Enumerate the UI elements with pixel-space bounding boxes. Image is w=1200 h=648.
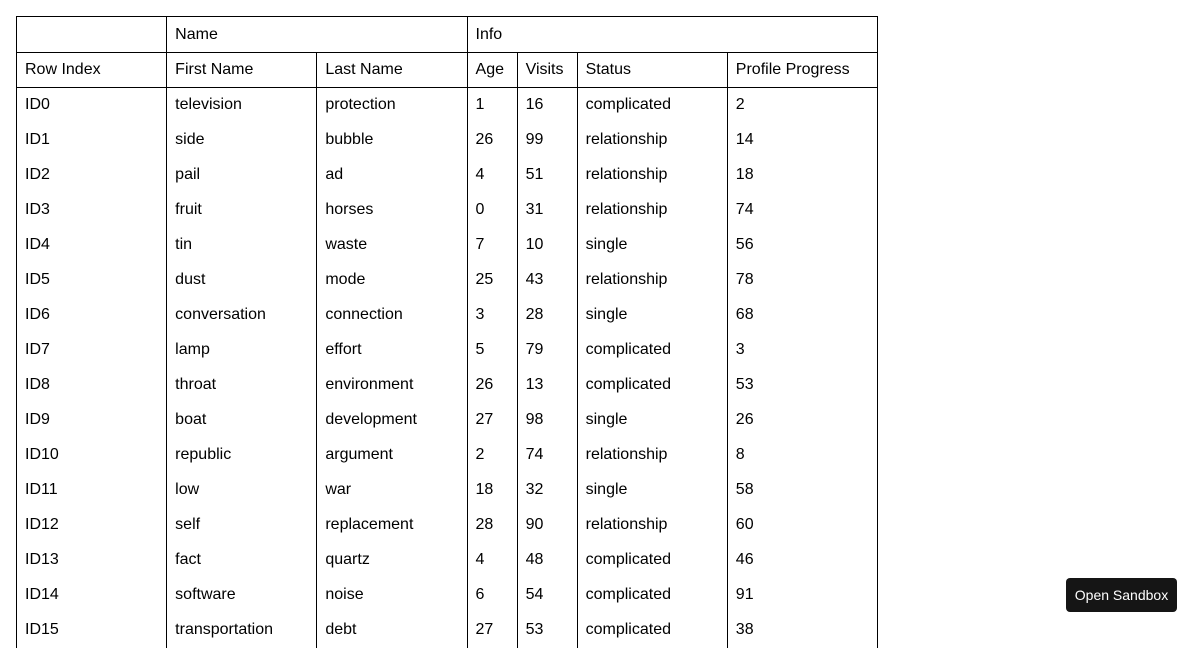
cell-last-name: mode: [317, 263, 467, 298]
cell-profile-progress: 91: [727, 578, 877, 613]
table-row: [17, 473, 878, 508]
cell-row-index: ID11: [17, 473, 167, 508]
table-row: [17, 298, 878, 333]
cell-status: complicated: [577, 613, 727, 648]
table-row: [17, 333, 878, 368]
cell-last-name: bubble: [317, 123, 467, 158]
cell-status: single: [577, 298, 727, 333]
cell-visits: 98: [517, 403, 577, 438]
cell-row-index: ID8: [17, 368, 167, 403]
cell-profile-progress: 46: [727, 543, 877, 578]
cell-row-index: ID15: [17, 613, 167, 648]
cell-first-name: boat: [167, 403, 317, 438]
table-row: [17, 263, 878, 298]
column-header-row: [17, 53, 878, 88]
cell-row-index: ID6: [17, 298, 167, 333]
cell-profile-progress: 2: [727, 88, 877, 123]
cell-last-name: ad: [317, 158, 467, 193]
cell-last-name: protection: [317, 88, 467, 123]
cell-visits: 48: [517, 543, 577, 578]
cell-first-name: software: [167, 578, 317, 613]
cell-age: 2: [467, 438, 517, 473]
cell-first-name: low: [167, 473, 317, 508]
cell-last-name: war: [317, 473, 467, 508]
table-row: [17, 158, 878, 193]
cell-status: complicated: [577, 368, 727, 403]
cell-visits: 13: [517, 368, 577, 403]
group-header-info: Info: [467, 17, 877, 53]
cell-row-index: ID5: [17, 263, 167, 298]
cell-row-index: ID0: [17, 88, 167, 123]
cell-visits: 32: [517, 473, 577, 508]
table-row: [17, 368, 878, 403]
column-header-last-name: Last Name: [317, 53, 467, 88]
cell-first-name: side: [167, 123, 317, 158]
cell-visits: 51: [517, 158, 577, 193]
column-header-age: Age: [467, 53, 517, 88]
cell-last-name: waste: [317, 228, 467, 263]
cell-profile-progress: 74: [727, 193, 877, 228]
cell-profile-progress: 56: [727, 228, 877, 263]
group-header-blank: [17, 17, 167, 53]
cell-last-name: debt: [317, 613, 467, 648]
cell-last-name: quartz: [317, 543, 467, 578]
cell-status: relationship: [577, 158, 727, 193]
cell-profile-progress: 8: [727, 438, 877, 473]
cell-profile-progress: 14: [727, 123, 877, 158]
table-body: [17, 88, 878, 648]
cell-age: 26: [467, 123, 517, 158]
cell-profile-progress: 58: [727, 473, 877, 508]
column-header-first-name: First Name: [167, 53, 317, 88]
cell-visits: 54: [517, 578, 577, 613]
cell-profile-progress: 68: [727, 298, 877, 333]
cell-profile-progress: 78: [727, 263, 877, 298]
column-header-profile-progress: Profile Progress: [727, 53, 877, 88]
cell-age: 27: [467, 403, 517, 438]
cell-last-name: horses: [317, 193, 467, 228]
cell-age: 3: [467, 298, 517, 333]
cell-status: relationship: [577, 193, 727, 228]
cell-last-name: effort: [317, 333, 467, 368]
cell-row-index: ID2: [17, 158, 167, 193]
table-row: [17, 403, 878, 438]
cell-last-name: environment: [317, 368, 467, 403]
cell-visits: 99: [517, 123, 577, 158]
cell-status: relationship: [577, 508, 727, 543]
cell-last-name: replacement: [317, 508, 467, 543]
column-header-status: Status: [577, 53, 727, 88]
cell-first-name: tin: [167, 228, 317, 263]
cell-first-name: dust: [167, 263, 317, 298]
cell-row-index: ID1: [17, 123, 167, 158]
cell-row-index: ID10: [17, 438, 167, 473]
cell-first-name: conversation: [167, 298, 317, 333]
column-header-row-index: Row Index: [17, 53, 167, 88]
cell-profile-progress: 60: [727, 508, 877, 543]
cell-age: 4: [467, 543, 517, 578]
cell-profile-progress: 18: [727, 158, 877, 193]
cell-row-index: ID3: [17, 193, 167, 228]
table-row: [17, 543, 878, 578]
cell-first-name: self: [167, 508, 317, 543]
cell-visits: 28: [517, 298, 577, 333]
cell-visits: 31: [517, 193, 577, 228]
cell-row-index: ID7: [17, 333, 167, 368]
cell-age: 25: [467, 263, 517, 298]
cell-visits: 16: [517, 88, 577, 123]
cell-row-index: ID12: [17, 508, 167, 543]
cell-first-name: transportation: [167, 613, 317, 648]
cell-age: 26: [467, 368, 517, 403]
table-row: [17, 613, 878, 648]
cell-row-index: ID4: [17, 228, 167, 263]
cell-visits: 79: [517, 333, 577, 368]
cell-last-name: argument: [317, 438, 467, 473]
cell-status: complicated: [577, 578, 727, 613]
data-table-container: [16, 16, 878, 648]
cell-first-name: television: [167, 88, 317, 123]
table-row: [17, 193, 878, 228]
table-row: [17, 228, 878, 263]
cell-age: 28: [467, 508, 517, 543]
table-header: [17, 17, 878, 88]
cell-last-name: connection: [317, 298, 467, 333]
cell-age: 1: [467, 88, 517, 123]
cell-first-name: fact: [167, 543, 317, 578]
cell-status: relationship: [577, 263, 727, 298]
cell-row-index: ID9: [17, 403, 167, 438]
cell-status: single: [577, 228, 727, 263]
column-header-visits: Visits: [517, 53, 577, 88]
cell-age: 18: [467, 473, 517, 508]
cell-last-name: development: [317, 403, 467, 438]
cell-age: 0: [467, 193, 517, 228]
cell-profile-progress: 38: [727, 613, 877, 648]
cell-status: relationship: [577, 438, 727, 473]
cell-status: complicated: [577, 543, 727, 578]
cell-status: complicated: [577, 88, 727, 123]
cell-visits: 43: [517, 263, 577, 298]
cell-status: complicated: [577, 333, 727, 368]
open-sandbox-button[interactable]: Open Sandbox: [1066, 578, 1177, 612]
cell-first-name: fruit: [167, 193, 317, 228]
table-row: [17, 88, 878, 123]
cell-row-index: ID14: [17, 578, 167, 613]
cell-status: relationship: [577, 123, 727, 158]
group-header-name: Name: [167, 17, 467, 53]
cell-visits: 74: [517, 438, 577, 473]
table-row: [17, 438, 878, 473]
cell-age: 4: [467, 158, 517, 193]
data-table: [16, 16, 878, 648]
cell-first-name: throat: [167, 368, 317, 403]
cell-age: 27: [467, 613, 517, 648]
cell-visits: 10: [517, 228, 577, 263]
cell-age: 6: [467, 578, 517, 613]
cell-first-name: lamp: [167, 333, 317, 368]
cell-profile-progress: 26: [727, 403, 877, 438]
cell-age: 5: [467, 333, 517, 368]
cell-age: 7: [467, 228, 517, 263]
cell-visits: 53: [517, 613, 577, 648]
cell-row-index: ID13: [17, 543, 167, 578]
cell-status: single: [577, 403, 727, 438]
table-row: [17, 578, 878, 613]
cell-status: single: [577, 473, 727, 508]
table-row: [17, 123, 878, 158]
cell-visits: 90: [517, 508, 577, 543]
group-header-row: [17, 17, 878, 53]
cell-profile-progress: 3: [727, 333, 877, 368]
cell-first-name: republic: [167, 438, 317, 473]
cell-profile-progress: 53: [727, 368, 877, 403]
cell-first-name: pail: [167, 158, 317, 193]
cell-last-name: noise: [317, 578, 467, 613]
table-row: [17, 508, 878, 543]
